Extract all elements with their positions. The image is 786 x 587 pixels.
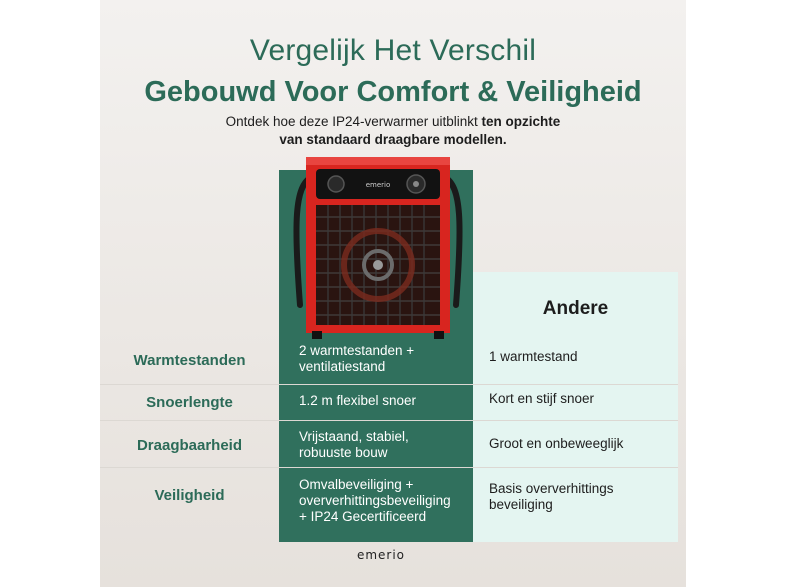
cell-line: Kort en stijf snoer (489, 391, 595, 406)
subtitle-bold: ten opzichte (481, 114, 561, 129)
cell-line: beveiliging (489, 497, 553, 512)
cell-line: oververhittingsbeveiliging (299, 493, 451, 508)
row-divider (100, 384, 678, 385)
subtitle-part2: van standaard draagbare modellen. (279, 132, 507, 147)
cell-line: 1 warmtestand (489, 349, 578, 364)
row-label-veiligheid: Veiligheid (154, 487, 225, 504)
other-cell-snoerlengte (489, 391, 675, 407)
other-cell-draagbaarheid (489, 436, 675, 452)
cell-line: 1.2 m flexibel snoer (299, 393, 417, 408)
row-label-snoerlengte: Snoerlengte (146, 394, 233, 411)
cell-line: ventilatiestand (299, 359, 386, 374)
cell-line: + IP24 Gecertificeerd (299, 509, 427, 524)
cell-line: Omvalbeveiliging + (299, 477, 414, 492)
emerio-cell-draagbaarheid (299, 429, 469, 461)
heater-logo-text: emerio (365, 181, 391, 189)
other-column-title: Andere (542, 298, 609, 319)
row-divider (100, 420, 678, 421)
row-label-draagbaarheid: Draagbaarheid (136, 437, 243, 454)
row-divider (100, 467, 678, 468)
subtitle-part1: Ontdek hoe deze IP24-verwarmer uitblinkt (225, 114, 482, 129)
other-cell-warmtestanden (489, 349, 675, 365)
emerio-cell-veiligheid (299, 477, 469, 525)
page-headline: Gebouwd Voor Comfort & Veiligheid (144, 76, 642, 108)
cell-line: Groot en onbeweeglijk (489, 436, 624, 451)
page-subtitle (100, 113, 686, 149)
other-cell-veiligheid (489, 481, 675, 513)
cell-line: robuuste bouw (299, 445, 388, 460)
cell-line: Vrijstaand, stabiel, (299, 429, 409, 444)
row-label-warmtestanden: Warmtestanden (133, 352, 246, 369)
heater-product-image (292, 155, 464, 341)
cell-line: Basis oververhittings (489, 481, 614, 496)
brand-logo: emerio (356, 548, 406, 562)
emerio-cell-warmtestanden (299, 343, 469, 375)
page-title: Vergelijk Het Verschil (249, 34, 537, 67)
cell-line: 2 warmtestanden + (299, 343, 415, 358)
emerio-cell-snoerlengte (299, 393, 469, 409)
